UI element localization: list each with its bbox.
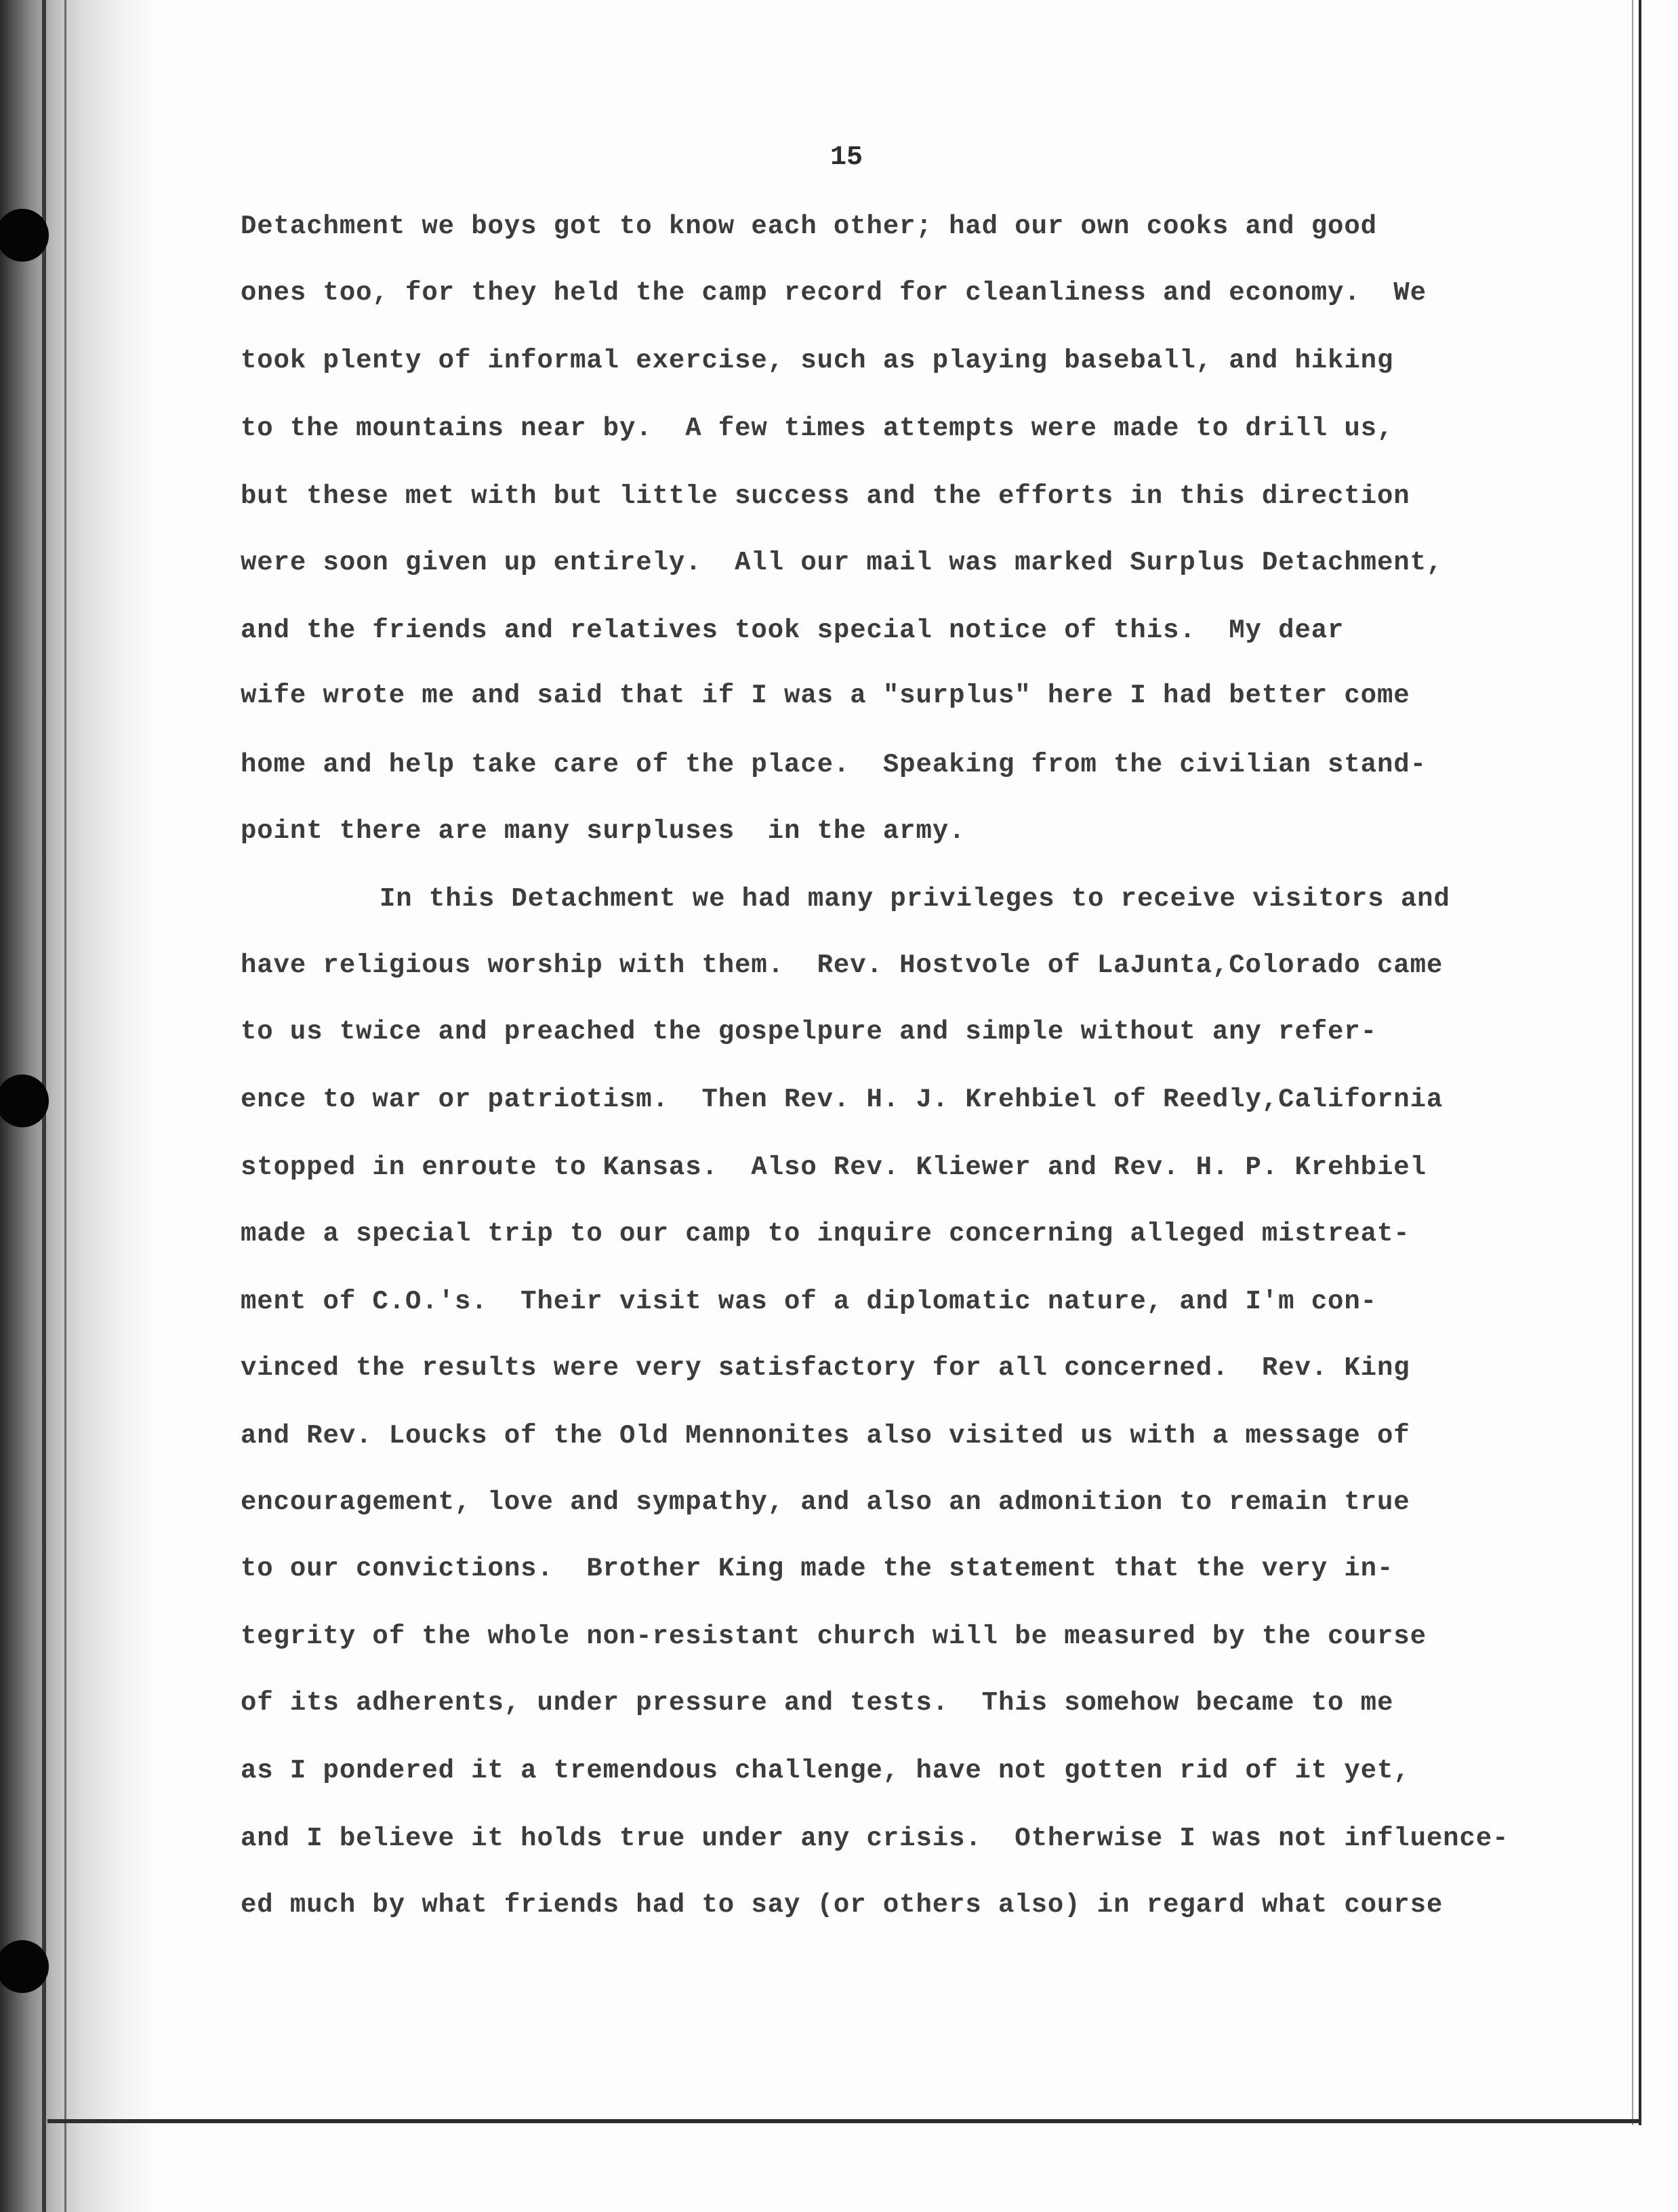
- text-line: tegrity of the whole non-resistant church will be measured by the course: [241, 1622, 1427, 1651]
- page-bottom-edge: [47, 2119, 1641, 2123]
- text-line: but these met with but little success and the efforts in this direction: [241, 481, 1410, 511]
- text-line: home and help take care of the place. Speaking from the civilian stand-: [241, 750, 1427, 780]
- text-line: Detachment we boys got to know each other; had our own cooks and good: [241, 212, 1377, 241]
- page-right-edge: [1639, 0, 1641, 2125]
- text-line: and the friends and relatives took special notice of this. My dear: [241, 616, 1345, 645]
- text-line: encouragement, love and sympathy, and also an admonition to remain true: [241, 1487, 1410, 1517]
- text-line: ones too, for they held the camp record for cleanliness and economy. We: [241, 278, 1427, 308]
- text-line: as I pondered it a tremendous challenge, have not gotten rid of it yet,: [241, 1756, 1410, 1786]
- text-line: point there are many surpluses in the army.: [241, 816, 966, 846]
- text-line: were soon given up entirely. All our mail was marked Surplus Detachment,: [241, 548, 1444, 578]
- text-line: and I believe it holds true under any crisis. Otherwise I was not influence-: [241, 1824, 1509, 1853]
- paragraph-first-line: In this Detachment we had many privileges to receive visitors and: [380, 884, 1450, 914]
- text-line: and Rev. Loucks of the Old Mennonites also visited us with a message of: [241, 1421, 1410, 1451]
- page-number: 15: [830, 142, 863, 173]
- text-line: ment of C.O.'s. Their visit was of a diplomatic nature, and I'm con-: [241, 1287, 1377, 1316]
- text-line: to the mountains near by. A few times attempts were made to drill us,: [241, 414, 1394, 443]
- text-line: to our convictions. Brother King made the statement that the very in-: [241, 1554, 1394, 1584]
- text-line: wife wrote me and said that if I was a "surplus" here I had better come: [241, 681, 1410, 710]
- text-line: to us twice and preached the gospelpure and simple without any refer-: [241, 1017, 1377, 1047]
- text-line: ed much by what friends had to say (or others also) in regard what course: [241, 1890, 1444, 1920]
- page-right-edge-shadow: [1632, 0, 1633, 2125]
- text-line: ence to war or patriotism. Then Rev. H. J. Krehbiel of Reedly,California: [241, 1085, 1444, 1114]
- text-line: of its adherents, under pressure and tests. This somehow became to me: [241, 1688, 1394, 1718]
- text-line: have religious worship with them. Rev. Hostvole of LaJunta,Colorado came: [241, 950, 1444, 980]
- text-line: took plenty of informal exercise, such as playing baseball, and hiking: [241, 346, 1394, 376]
- text-line: stopped in enroute to Kansas. Also Rev. Kliewer and Rev. H. P. Krehbiel: [241, 1152, 1427, 1182]
- text-line: made a special trip to our camp to inquire concerning alleged mistreat-: [241, 1219, 1410, 1249]
- text-line: vinced the results were very satisfactory for all concerned. Rev. King: [241, 1353, 1410, 1383]
- binding-edge-inner: [64, 0, 66, 2212]
